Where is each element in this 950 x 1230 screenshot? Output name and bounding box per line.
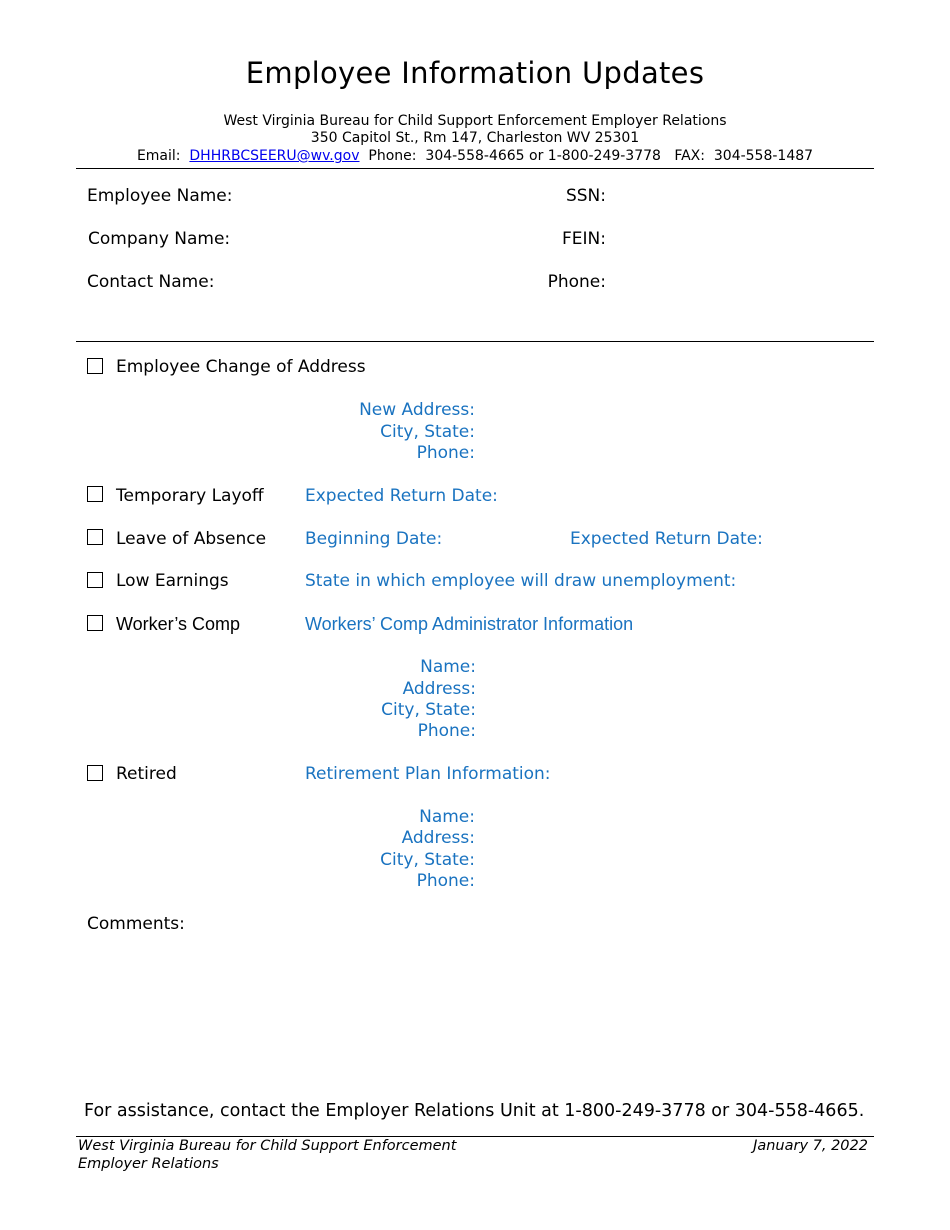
new-phone-label: Phone:	[416, 443, 475, 463]
email-link[interactable]: DHHRBCSEERU@wv.gov	[189, 148, 360, 164]
org-address: 350 Capitol St., Rm 147, Charleston WV 25301	[310, 130, 640, 146]
fax-value: 304-558-1487	[713, 148, 814, 164]
comments-label: Comments:	[87, 914, 185, 934]
fax-label: FAX:	[674, 148, 705, 164]
contact-name-label: Contact Name:	[87, 272, 215, 292]
workers-comp-label: Worker’s Comp	[116, 614, 241, 634]
contact-line	[0, 148, 950, 164]
leave-return-date-label: Expected Return Date:	[570, 529, 763, 549]
workers-comp-admin-label: Workers’ Comp Administrator Information	[305, 614, 634, 634]
new-city-state-label: City, State:	[380, 422, 475, 442]
footer-org-line1: West Virginia Bureau for Child Support Enforcement	[78, 1138, 457, 1154]
wc-phone-label: Phone:	[417, 721, 476, 741]
fein-label: FEIN:	[562, 229, 606, 249]
unemployment-state-label: State in which employee will draw unemployment:	[305, 571, 737, 591]
rp-city-state-label: City, State:	[380, 850, 475, 870]
page-title: Employee Information Updates	[245, 56, 705, 90]
wc-city-state-label: City, State:	[381, 700, 476, 720]
address-change-checkbox[interactable]	[87, 358, 103, 374]
info-divider	[76, 341, 874, 342]
low-earnings-checkbox[interactable]	[87, 572, 103, 588]
employee-name-label: Employee Name:	[87, 186, 233, 206]
address-change-label: Employee Change of Address	[116, 357, 366, 377]
company-name-label: Company Name:	[88, 229, 231, 249]
footer-date: January 7, 2022	[753, 1138, 868, 1154]
footer-divider	[76, 1136, 874, 1137]
email-label: Email:	[136, 148, 181, 164]
rp-address-label: Address:	[401, 828, 475, 848]
ssn-label: SSN:	[565, 186, 606, 206]
retirement-plan-label: Retirement Plan Information:	[305, 764, 551, 784]
org-name: West Virginia Bureau for Child Support Enforcement Employer Relations	[223, 113, 727, 129]
low-earnings-label: Low Earnings	[116, 571, 229, 591]
phone-value: 304-558-4665 or 1-800-249-3778	[425, 148, 661, 164]
new-address-label: New Address:	[359, 400, 475, 420]
contact-phone-label: Phone:	[547, 272, 606, 292]
layoff-checkbox[interactable]	[87, 486, 103, 502]
rp-phone-label: Phone:	[416, 871, 475, 891]
assistance-text: For assistance, contact the Employer Relations Unit at 1-800-249-3778 or 304-558-4665.	[84, 1101, 865, 1121]
layoff-return-date-label: Expected Return Date:	[305, 486, 498, 506]
retired-checkbox[interactable]	[87, 765, 103, 781]
leave-checkbox[interactable]	[87, 529, 103, 545]
footer-org-line2: Employer Relations	[78, 1156, 219, 1172]
layoff-label: Temporary Layoff	[116, 486, 264, 506]
retired-label: Retired	[116, 764, 177, 784]
rp-name-label: Name:	[419, 807, 475, 827]
wc-name-label: Name:	[420, 657, 476, 677]
phone-label: Phone:	[368, 148, 417, 164]
header-divider	[76, 168, 874, 169]
leave-begin-date-label: Beginning Date:	[305, 529, 443, 549]
leave-label: Leave of Absence	[116, 529, 267, 549]
wc-address-label: Address:	[402, 679, 476, 699]
workers-comp-checkbox[interactable]	[87, 615, 103, 631]
